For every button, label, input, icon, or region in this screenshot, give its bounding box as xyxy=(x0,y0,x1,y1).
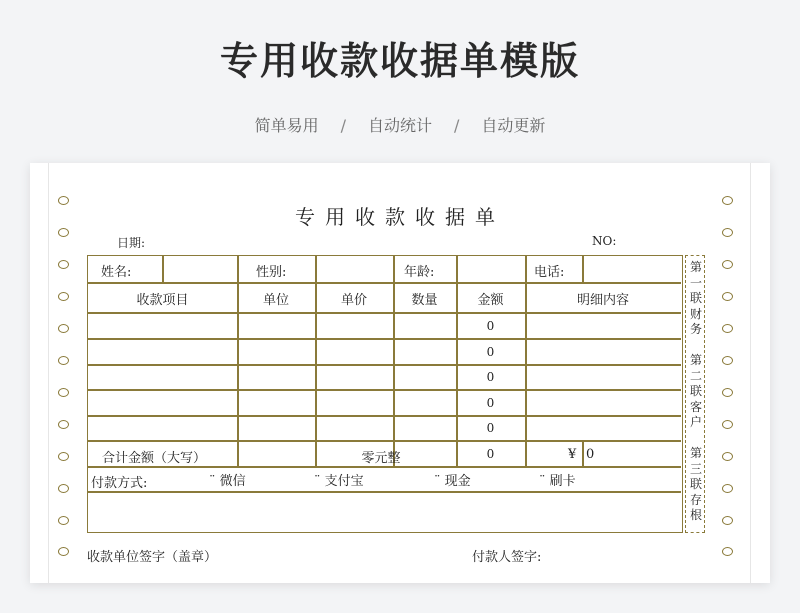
checkbox-icon: ¨ xyxy=(209,474,216,489)
receipt-sheet xyxy=(30,163,770,583)
checkbox-card[interactable] xyxy=(539,470,576,489)
total-uppercase-value: 零元整 xyxy=(361,451,401,466)
sprocket-hole xyxy=(722,484,733,493)
checkbox-icon: ¨ xyxy=(434,474,441,489)
sprocket-hole xyxy=(58,420,69,429)
copy-stub: 第 三 联 存 根 xyxy=(689,446,702,522)
sprocket-hole xyxy=(722,452,733,461)
separator: / xyxy=(454,116,460,135)
sprocket-hole xyxy=(58,292,69,301)
feature-auto-update: 自动更新 xyxy=(481,116,546,135)
sprocket-hole xyxy=(58,388,69,397)
payer-signature-label: 付款人签字: xyxy=(472,550,542,565)
page-title: 专用收款收据单模版 xyxy=(219,39,580,83)
row-amount: 0 xyxy=(486,396,495,410)
copy-customer: 第 二 联 客 户 xyxy=(689,353,702,429)
row-amount: 0 xyxy=(486,370,495,384)
no-label: NO: xyxy=(592,234,617,248)
option-cash: 现金 xyxy=(444,474,471,489)
copy-finance: 第 一 联 财 务 xyxy=(689,260,702,336)
row-amount: 0 xyxy=(486,319,495,333)
checkbox-icon: ¨ xyxy=(314,474,321,489)
col-header-item: 收款项目 xyxy=(136,293,189,308)
sprocket-hole xyxy=(58,324,69,333)
payment-label: 付款方式: xyxy=(91,476,148,491)
col-header-amount: 金额 xyxy=(477,293,504,308)
row-amount: 0 xyxy=(486,345,495,359)
age-label: 年龄: xyxy=(404,265,435,280)
option-card: 刷卡 xyxy=(549,474,576,489)
sprocket-hole xyxy=(722,292,733,301)
option-wechat: 微信 xyxy=(219,474,246,489)
payee-signature-label: 收款单位签字（盖章） xyxy=(87,550,218,565)
checkbox-wechat[interactable] xyxy=(209,470,246,489)
sprocket-hole xyxy=(722,324,733,333)
col-header-unit: 单位 xyxy=(262,293,289,308)
feature-easy: 简单易用 xyxy=(254,116,319,135)
sprocket-hole xyxy=(722,260,733,269)
checkbox-icon: ¨ xyxy=(539,474,546,489)
row-amount: 0 xyxy=(486,421,495,435)
sprocket-hole xyxy=(58,452,69,461)
phone-label: 电话: xyxy=(534,265,565,280)
total-label: 合计金额（大写） xyxy=(102,451,207,466)
gender-label: 性别: xyxy=(256,265,287,280)
checkbox-alipay[interactable] xyxy=(314,470,364,489)
sprocket-hole xyxy=(722,356,733,365)
sprocket-hole xyxy=(58,516,69,525)
option-alipay: 支付宝 xyxy=(324,474,364,489)
copy-indicator xyxy=(685,255,705,533)
sprocket-hole xyxy=(722,388,733,397)
receipt-title: 专用收款收据单 xyxy=(295,205,505,229)
col-header-details: 明细内容 xyxy=(576,293,629,308)
sprocket-hole xyxy=(58,260,69,269)
feature-tagline xyxy=(0,113,800,136)
sprocket-hole xyxy=(722,420,733,429)
receipt-table xyxy=(87,255,683,533)
sprocket-hole xyxy=(58,356,69,365)
checkbox-cash[interactable] xyxy=(434,470,471,489)
name-label: 姓名: xyxy=(101,265,132,280)
feature-auto-stat: 自动统计 xyxy=(367,116,432,135)
col-header-unit-price: 单价 xyxy=(340,293,367,308)
date-label: 日期: xyxy=(117,236,146,250)
total-value: 0 xyxy=(586,447,595,462)
separator: / xyxy=(340,116,346,135)
currency-symbol: ¥ xyxy=(568,447,577,462)
sprocket-hole xyxy=(722,516,733,525)
row-amount: 0 xyxy=(486,447,495,461)
col-header-quantity: 数量 xyxy=(411,293,438,308)
sprocket-hole xyxy=(58,547,69,556)
sprocket-hole xyxy=(58,484,69,493)
sprocket-hole xyxy=(722,547,733,556)
